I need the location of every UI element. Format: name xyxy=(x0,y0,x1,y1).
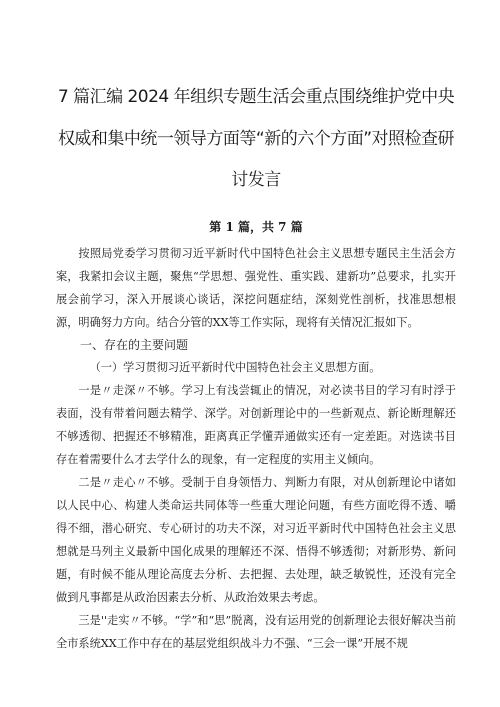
subsection-heading: （一）学习贯彻习近平新时代中国特色社会主义思想方面。 xyxy=(89,361,381,374)
title-line-2: 权威和集中统一领导方面等“新的六个方面”对照检查研 xyxy=(57,129,455,149)
body-paragraph: 三是''走实〃不够。“学”和“思”脱离，没有运用党的创新理论去很好解决当前全市系统XX工作中存在的基层党组织战斗力不强、“三会一课”开展不规 xyxy=(56,614,456,650)
section-heading: 一、存在的主要问题 xyxy=(80,338,189,352)
body-paragraph: 一是〃走深〃不够。学习上有浅尝辄止的情况，对必读书目的学习有时浮于表面，没有带着问题去精学、深学。对创新理论中的一些新观点、新论断理解还不够透彻、把握还不够精准，距离真正学懂弄通做实还有一定差距。对选读书目存在着需要什么才去学什么的现象，有一定程度的实用主义倾向。 xyxy=(56,384,456,466)
title-line-1: 7 篇汇编 2024 年组织专题生活会重点围绕维护党中央 xyxy=(57,87,455,107)
chapter-label: 第 1 篇，共 7 篇 xyxy=(209,220,303,234)
document-title xyxy=(56,0,456,200)
intro-paragraph: 按照局党委学习贯彻习近平新时代中国特色社会主义思想专题民主生活会方案，我紧扣会议主题，聚焦“学思想、强党性、重实践、建新功”总要求，扎实开展会前学习，深入开展谈心谈话，深挖问题症结，深刻党性剖析，找准思想根源，明确努力方向。结合分管的XX等工作实际，现将有关情况汇报如下。 xyxy=(56,247,456,329)
document-body xyxy=(56,242,456,655)
title-line-3: 讨发言 xyxy=(231,170,281,190)
body-paragraph: 二是〃走心〃不够。受制于自身领悟力、判断力有限，对从创新理论中诸如以人民中心、构建人类命运共同体等一些重大理论问题，有些方面吃得不透、嚼得不细，潜心研究、专心研讨的功夫不深，对习近平新时代中国特色社会主义思想就是马列主义最新中国化成果的理解还不深、悟得不够透彻；对新形势、新问题，有时候不能从理论高度去分析、去把握、去处理，缺乏敏锐性，还没有完全做到凡事都是从政治因素去分析、从政治效果去考虑。 xyxy=(56,476,456,604)
